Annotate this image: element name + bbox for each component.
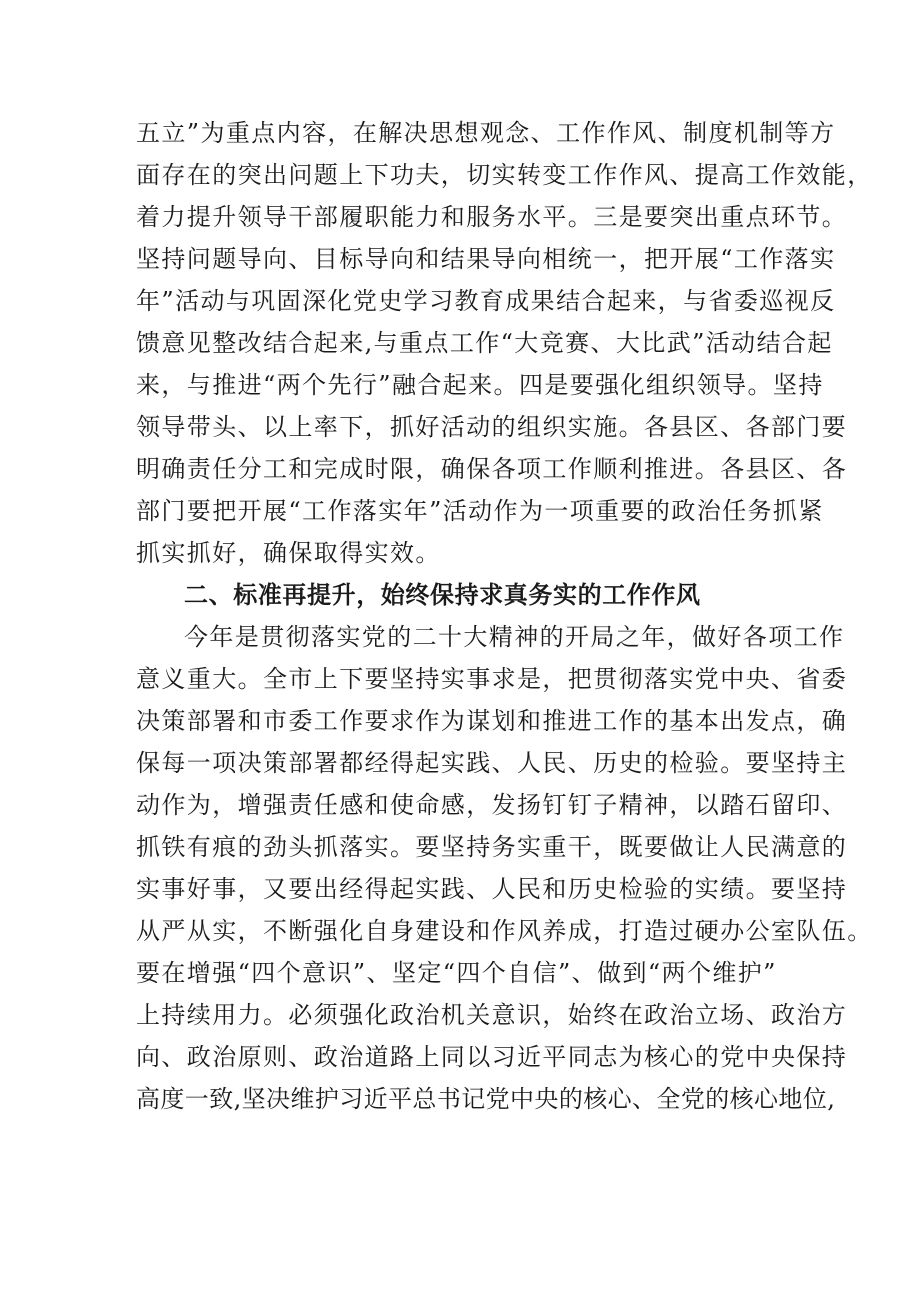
paragraph-work-style: [136, 616, 873, 1120]
text-line: 从严从实，不断强化自身建设和作风养成，打造过硬办公室队伍。: [136, 917, 873, 945]
text-line: 领导带头、以上率下，抓好活动的组织实施。各县区、各部门要: [136, 413, 848, 441]
text-line: 向、政治原则、政治道路上同以习近平同志为核心的党中央保持: [136, 1043, 848, 1071]
text-line: 实事好事，又要出经得起实践、人民和历史检验的实绩。要坚持: [136, 875, 848, 903]
paragraph-work-implementation: [136, 112, 873, 574]
text-line: 明确责任分工和完成时限，确保各项工作顺利推进。各县区、各: [136, 455, 848, 483]
text-line: 决策部署和市委工作要求作为谋划和推进工作的基本出发点，确: [136, 707, 848, 735]
text-line: 着力提升领导干部履职能力和服务水平。三是要突出重点环节。: [136, 203, 848, 231]
document-body: [136, 112, 873, 1120]
text-line: 五立”为重点内容，在解决思想观念、工作作风、制度机制等方: [136, 119, 836, 147]
section-heading: 二、标准再提升，始终保持求真务实的工作作风: [184, 581, 701, 609]
text-line: 馈意见整改结合起来,与重点工作“大竞赛、大比武”活动结合起: [136, 329, 833, 357]
text-line: 抓实抓好，确保取得实效。: [136, 539, 441, 567]
text-line: 抓铁有痕的劲头抓落实。要坚持务实重干，既要做让人民满意的: [136, 833, 848, 861]
text-line: 要在增强“四个意识”、坚定“四个自信”、做到“两个维护”: [136, 959, 777, 987]
text-line: 今年是贯彻落实党的二十大精神的开局之年，做好各项工作: [184, 623, 845, 651]
text-line: 年”活动与巩固深化党史学习教育成果结合起来，与省委巡视反: [136, 287, 836, 315]
text-line: 部门要把开展“工作落实年”活动作为一项重要的政治任务抓紧: [136, 497, 824, 525]
text-line: 高度一致,坚决维护习近平总书记党中央的核心、全党的核心地位,: [136, 1085, 836, 1113]
text-line: 来，与推进“两个先行”融合起来。四是要强化组织领导。坚持: [136, 371, 824, 399]
text-line: 动作为，增强责任感和使命感，发扬钉钉子精神，以踏石留印、: [136, 791, 848, 819]
text-line: 面存在的突出问题上下功夫，切实转变工作作风、提高工作效能，: [136, 161, 873, 189]
text-line: 保每一项决策部署都经得起实践、人民、历史的检验。要坚持主: [136, 749, 848, 777]
text-line: 上持续用力。必须强化政治机关意识，始终在政治立场、政治方: [136, 1001, 848, 1029]
text-line: 坚持问题导向、目标导向和结果导向相统一，把开展“工作落实: [136, 245, 836, 273]
text-line: 意义重大。全市上下要坚持实事求是，把贯彻落实党中央、省委: [136, 665, 848, 693]
